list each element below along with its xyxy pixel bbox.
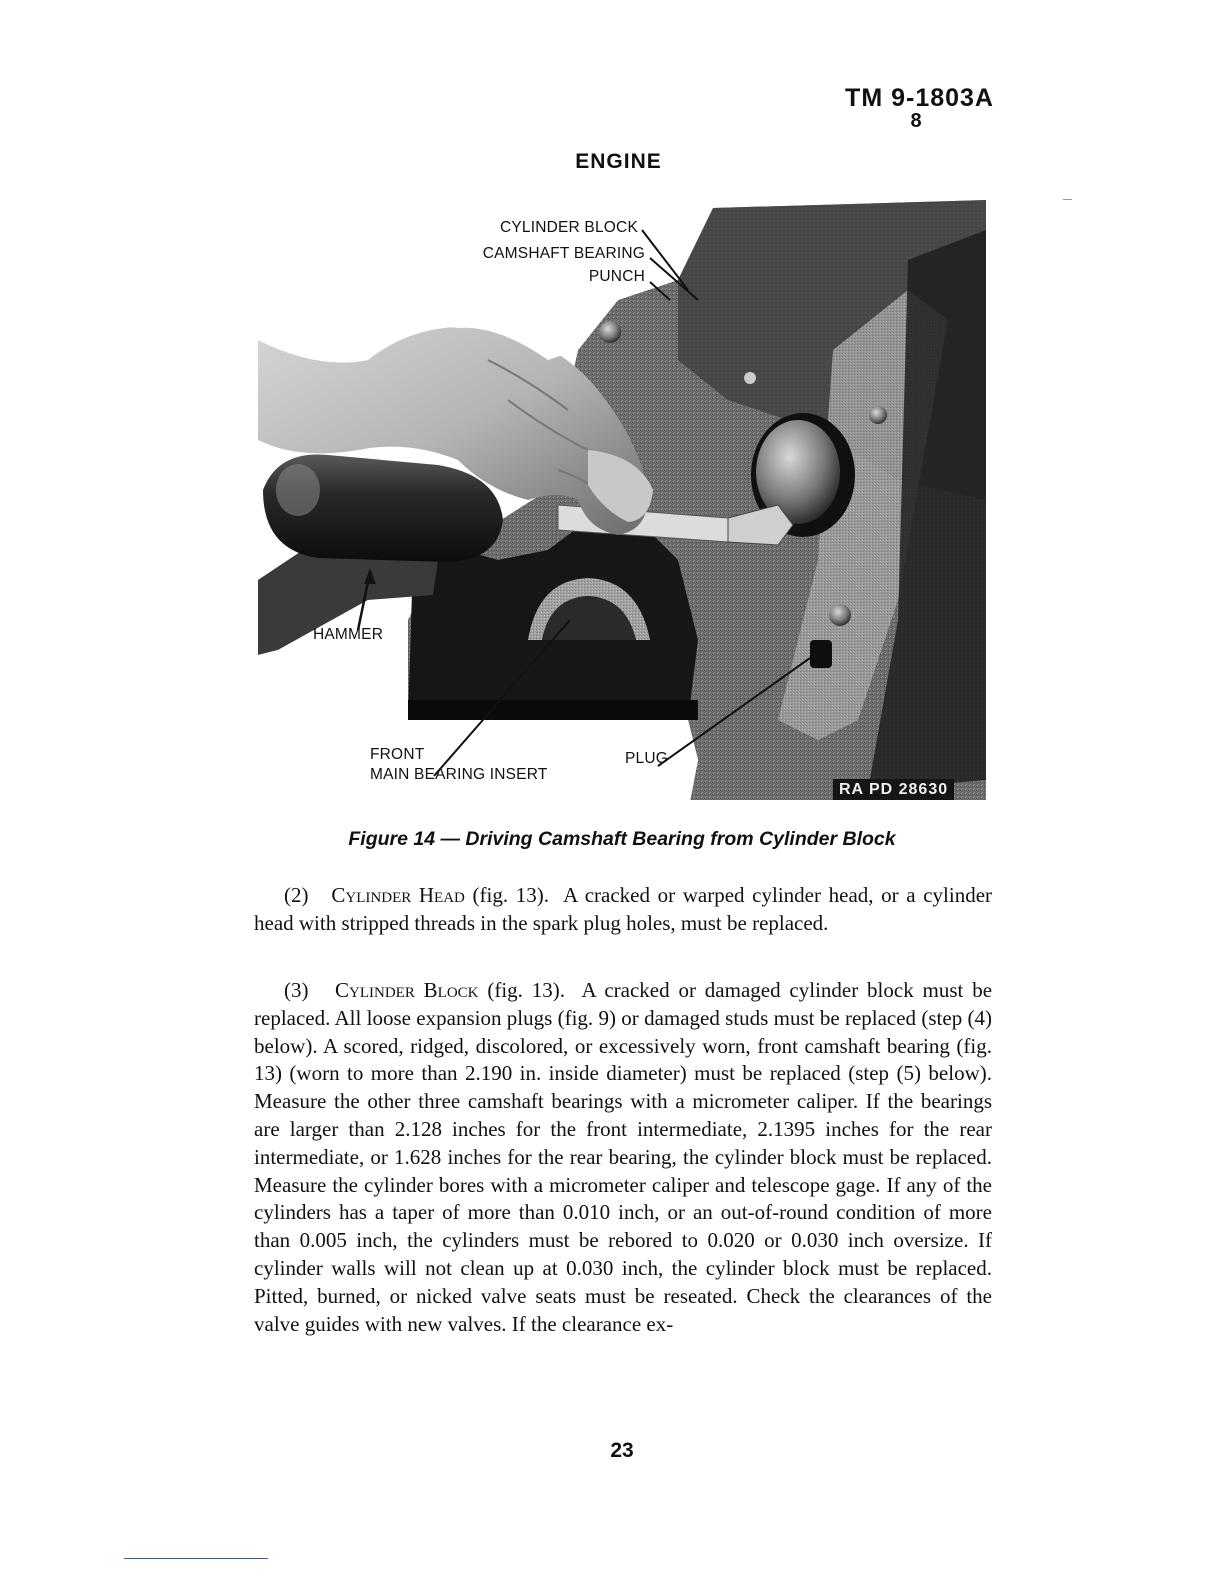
bolt <box>829 604 851 626</box>
bolt <box>599 321 621 343</box>
expansion-plug <box>810 640 832 668</box>
paragraph-text: A cracked or warped cylinder head, or a cylinder head with stripped threads in the spark plug holes, must be replaced. <box>254 883 993 935</box>
camshaft-bearing-photo <box>258 200 988 802</box>
figure-ref: (fig. 13). <box>487 978 565 1002</box>
figure-ref: (fig. 13). <box>472 883 549 907</box>
label-punch: PUNCH <box>588 268 645 285</box>
tm-number: TM 9-1803A <box>845 84 994 112</box>
bolt <box>869 406 887 424</box>
label-front: FRONT <box>370 746 425 763</box>
figure-caption: Figure 14 — Driving Camshaft Bearing from Cylinder Block <box>348 828 896 850</box>
paragraph-cylinder-head <box>254 882 992 938</box>
paragraph-text: A cracked or damaged cylinder block must be replaced. All loose expansion plugs (fig. 9) or damaged studs must be replaced (step (4) below). A scored, ridged, discolored, or excessively worn, front camshaft bearing (fig. 13) (worn to more than 2.190 in. inside diameter) must be replaced (step (5) below). Measure the other three camshaft bearings with a micrometer caliper. If the bearings are larger than 2.128 inches for the front intermediate, 2.1395 inches for the rear intermediate, or 1.628 inches for the rear bearing, the cylinder block must be replaced. Measure the cylinder bores with a micrometer caliper and telescope gage. If any of the cylinders has a taper of more than 0.010 inch, or an out-of-round condition of more than 0.005 inch, the cylinders must be rebored to 0.020 or 0.030 inch oversize. If cylinder walls will not clean up at 0.030 inch, the cylinder block must be replaced. Pitted, burned, or nicked valve seats must be reseated. Check the clearances of the valve guides with new valves. If the clearance ex- <box>254 978 993 1336</box>
figure-14 <box>258 200 988 802</box>
paragraph-cylinder-block <box>254 977 992 1338</box>
paragraph-number: (2) <box>284 883 309 907</box>
label-main-bearing-insert: MAIN BEARING INSERT <box>370 766 548 783</box>
page-number: 23 <box>610 1439 634 1462</box>
label-cylinder-block: CYLINDER BLOCK <box>499 219 638 236</box>
paragraph-number: (3) <box>284 978 309 1002</box>
label-plug: PLUG <box>625 750 669 767</box>
paragraph-heading: Cylinder Head <box>331 883 465 907</box>
hammer-face-highlight <box>276 464 320 516</box>
bolt <box>744 372 756 384</box>
plate-id: RA PD 28630 <box>833 779 954 800</box>
section-title: ENGINE <box>575 150 662 173</box>
bearing-shadow <box>408 700 698 720</box>
label-camshaft-bearing: CAMSHAFT BEARING <box>482 245 645 262</box>
edge-mark <box>1063 199 1072 200</box>
label-hammer: HAMMER <box>313 626 384 643</box>
footnote-rule <box>124 1558 268 1559</box>
paragraph-heading: Cylinder Block <box>335 978 479 1002</box>
paragraph-number: 8 <box>910 110 922 132</box>
